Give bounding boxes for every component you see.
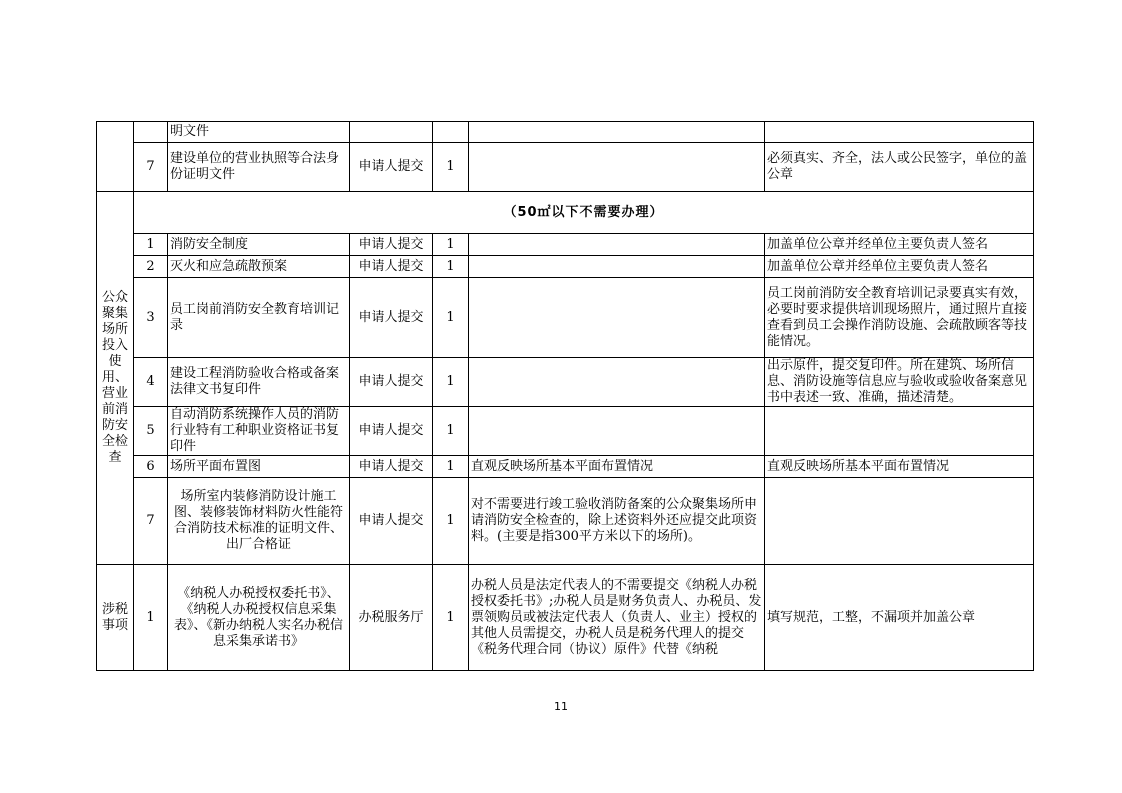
submit-method: 申请人提交 — [350, 456, 433, 478]
table-row — [97, 456, 1034, 478]
row-number: 5 — [134, 407, 168, 456]
material-note — [469, 256, 765, 278]
material-name: 自动消防系统操作人员的消防行业特有工种职业资格证书复印件 — [168, 407, 350, 456]
material-name: 建设单位的营业执照等合法身份证明文件 — [168, 143, 350, 192]
table-row — [97, 407, 1034, 456]
table-row — [97, 478, 1034, 565]
material-name: 灭火和应急疏散预案 — [168, 256, 350, 278]
material-requirement: 加盖单位公章并经单位主要负责人签名 — [765, 256, 1034, 278]
copy-count: 1 — [433, 256, 469, 278]
submit-method: 申请人提交 — [350, 278, 433, 358]
copy-count: 1 — [433, 565, 469, 671]
submit-method — [350, 122, 433, 143]
table-row — [97, 234, 1034, 256]
table-row — [97, 143, 1034, 192]
material-note — [469, 278, 765, 358]
row-number: 7 — [134, 478, 168, 565]
material-requirement: 直观反映场所基本平面布置情况 — [765, 456, 1034, 478]
copy-count: 1 — [433, 234, 469, 256]
submit-method: 申请人提交 — [350, 358, 433, 407]
material-name: 场所平面布置图 — [168, 456, 350, 478]
submit-method: 申请人提交 — [350, 256, 433, 278]
copy-count: 1 — [433, 407, 469, 456]
material-note — [469, 234, 765, 256]
copy-count: 1 — [433, 358, 469, 407]
row-number: 1 — [134, 565, 168, 671]
row-number: 4 — [134, 358, 168, 407]
table-row — [97, 278, 1034, 358]
table-row — [97, 122, 1034, 143]
submit-method: 办税服务厅 — [350, 565, 433, 671]
material-note — [469, 358, 765, 407]
material-name: 《纳税人办税授权委托书》、《纳税人办税授权信息采集表》、《新办纳税人实名办税信息采集承诺书》 — [168, 565, 350, 671]
category-cell — [97, 122, 134, 192]
row-number: 1 — [134, 234, 168, 256]
material-requirement — [765, 407, 1034, 456]
submit-method: 申请人提交 — [350, 143, 433, 192]
row-number — [134, 122, 168, 143]
category-cell: 涉税事项 — [97, 565, 134, 671]
submit-method: 申请人提交 — [350, 407, 433, 456]
material-name: 员工岗前消防安全教育培训记录 — [168, 278, 350, 358]
material-note — [469, 122, 765, 143]
copy-count: 1 — [433, 456, 469, 478]
material-requirement: 必须真实、齐全，法人或公民签字，单位的盖公章 — [765, 143, 1034, 192]
material-requirement: 加盖单位公章并经单位主要负责人签名 — [765, 234, 1034, 256]
material-name: 建设工程消防验收合格或备案法律文书复印件 — [168, 358, 350, 407]
material-note: 直观反映场所基本平面布置情况 — [469, 456, 765, 478]
submit-method: 申请人提交 — [350, 234, 433, 256]
row-number: 7 — [134, 143, 168, 192]
copy-count: 1 — [433, 143, 469, 192]
table-row — [97, 256, 1034, 278]
copy-count: 1 — [433, 278, 469, 358]
material-requirement: 员工岗前消防安全教育培训记录要真实有效，必要时要求提供培训现场照片，通过照片直接查看到员工会操作消防设施、会疏散顾客等技能情况。 — [765, 278, 1034, 358]
material-requirement: 出示原件，提交复印件。所在建筑、场所信息、消防设施等信息应与验收或验收备案意见书中表述一致、准确，描述清楚。 — [765, 358, 1034, 407]
material-requirement: 填写规范，工整，不漏项并加盖公章 — [765, 565, 1034, 671]
submit-method: 申请人提交 — [350, 478, 433, 565]
section-banner: （50㎡以下不需要办理） — [134, 192, 1034, 234]
category-cell: 公众聚集场所投入使用、营业前消防安全检查 — [97, 192, 134, 565]
table-row — [97, 565, 1034, 671]
material-name: 明文件 — [168, 122, 350, 143]
row-number: 6 — [134, 456, 168, 478]
material-name: 消防安全制度 — [168, 234, 350, 256]
material-requirement — [765, 478, 1034, 565]
row-number: 2 — [134, 256, 168, 278]
requirements-table — [96, 121, 1034, 671]
row-number: 3 — [134, 278, 168, 358]
material-note: 对不需要进行竣工验收消防备案的公众聚集场所申请消防安全检查的，除上述资料外还应提交此项资料。(主要是指300平方米以下的场所)。 — [469, 478, 765, 565]
copy-count: 1 — [433, 478, 469, 565]
material-note: 办税人员是法定代表人的不需要提交《纳税人办税授权委托书》;办税人员是财务负责人、办税员、发票领购员或被法定代表人（负责人、业主）授权的其他人员需提交，办税人员是税务代理人的提交《税务代理合同（协议）原件》代替《纳税 — [469, 565, 765, 671]
material-requirement — [765, 122, 1034, 143]
material-note — [469, 407, 765, 456]
table-row — [97, 358, 1034, 407]
material-note — [469, 143, 765, 192]
page-number: 11 — [554, 700, 568, 713]
table-row — [97, 192, 1034, 234]
material-name: 场所室内装修消防设计施工图、装修装饰材料防火性能符合消防技术标准的证明文件、出厂合格证 — [168, 478, 350, 565]
copy-count — [433, 122, 469, 143]
